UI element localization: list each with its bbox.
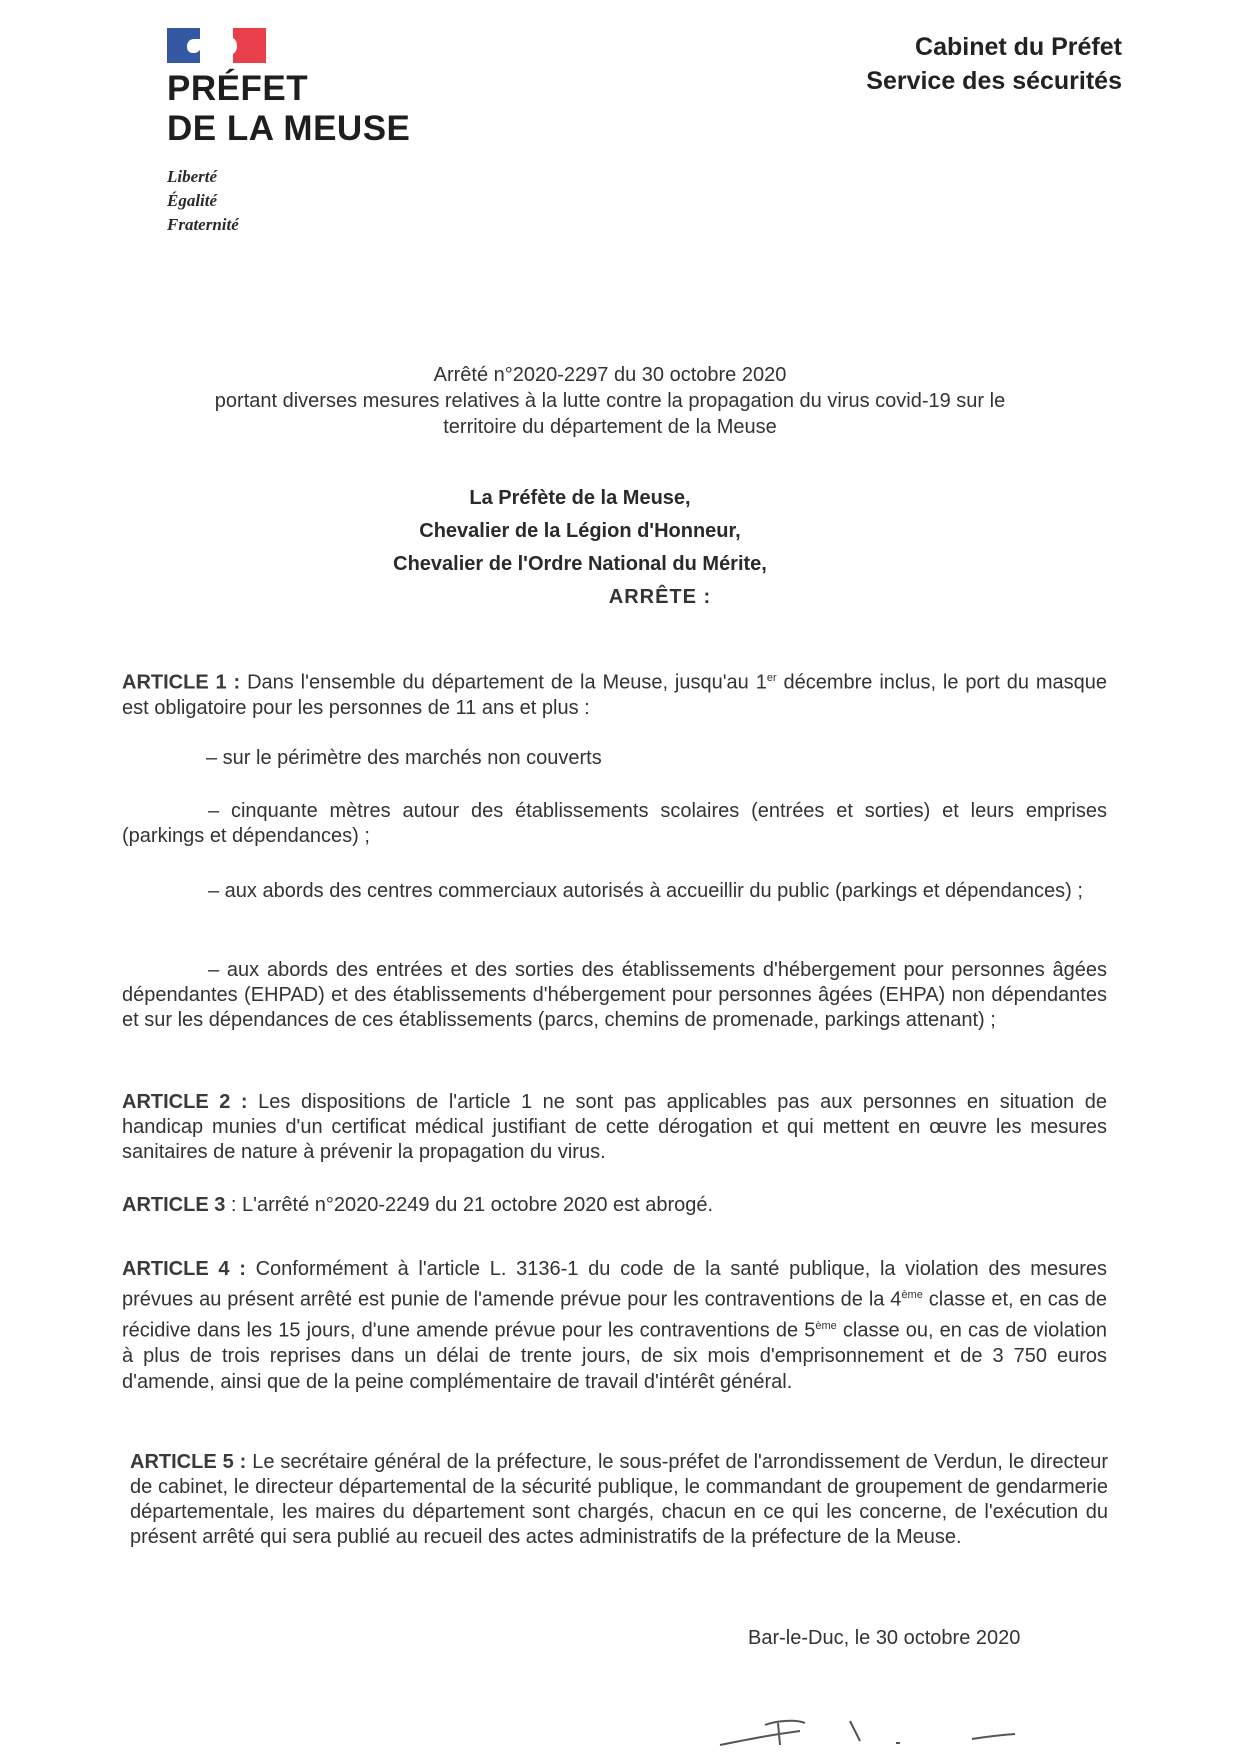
prefecture-name-line1: PRÉFET xyxy=(167,69,309,108)
flag-blue-stripe xyxy=(167,28,200,63)
article-4-label: ARTICLE 4 : xyxy=(122,1258,246,1280)
republic-motto xyxy=(167,165,467,237)
article-1 xyxy=(122,666,1107,721)
prefect-name-line: La Préfète de la Meuse, xyxy=(469,487,691,509)
flag-red-stripe xyxy=(233,28,266,63)
marianne-flag-logo xyxy=(167,28,267,63)
article-3-label: ARTICLE 3 xyxy=(122,1194,226,1216)
article-4 xyxy=(122,1256,1107,1395)
article-4-text-c: classe ou, en cas de violation à plus de trois reprises dans un délai de trente jours, de six mois d'emprisonnement et de 3 750 euros d'amende, ainsi que de la peine complémentaire de travail d'intérêt général. xyxy=(122,1319,1108,1394)
arrete-heading: ARRÊTE : xyxy=(608,586,712,608)
article-4-text-a: Conformément à l'article L. 3136-1 du code de la santé publique, la violation des mesures prévues au présent arrêté est punie de l'amende prévue pour les contraventions de la 4 xyxy=(122,1258,1107,1311)
article-4-sup-1: ème xyxy=(901,1289,923,1301)
decree-title-line3: territoire du département de la Meuse xyxy=(443,416,777,438)
decree-title-line2: portant diverses mesures relatives à la lutte contre la propagation du virus covid-19 sur le xyxy=(214,390,1006,412)
article-2-label: ARTICLE 2 : xyxy=(122,1091,248,1113)
prefect-honour-line2: Chevalier de l'Ordre National du Mérite, xyxy=(393,553,767,575)
decree-title-line1: Arrêté n°2020-2297 du 30 octobre 2020 xyxy=(433,364,787,386)
article-2-text: Les dispositions de l'article 1 ne sont pas applicables pas aux personnes en situation de handicap munies d'un certificat médical justifiant de cette dérogation et qui mettent en œuvre les mesures sanitaires de nature à prévenir la propagation du virus. xyxy=(122,1091,1107,1163)
article-5-label: ARTICLE 5 : xyxy=(130,1451,247,1473)
article-4-sup-2: ème xyxy=(815,1319,837,1332)
article-5-text: Le secrétaire général de la préfecture, le sous-préfet de l'arrondissement de Verdun, le directeur de cabinet, le directeur départemental de la sécurité publique, le commandant de groupement de gendarmerie départementale, les maires du département sont chargés, chacun en ce qui les concerne, de l'exécution du présent arrêté qui sera publié au recueil des actes administratifs de la préfecture de la Meuse. xyxy=(130,1451,1108,1548)
prefect-identity xyxy=(300,482,860,581)
service-line-securites: Service des sécurités xyxy=(866,67,1122,95)
prefecture-name xyxy=(167,69,467,149)
decree-title xyxy=(110,362,1110,440)
article-1-bullet-1: – sur le périmètre des marchés non couverts xyxy=(206,747,602,769)
article-5 xyxy=(130,1450,1108,1550)
service-line-cabinet: Cabinet du Préfet xyxy=(915,33,1122,61)
place-and-date: Bar-le-Duc, le 30 octobre 2020 xyxy=(748,1627,1021,1649)
motto-fraternite: Fraternité xyxy=(167,215,239,234)
article-1-label: ARTICLE 1 : xyxy=(122,671,241,694)
signature-mark xyxy=(710,1715,1030,1752)
article-1-text-b: décembre inclus, le port du masque est obligatoire pour les personnes de 11 ans et plus : xyxy=(122,671,1107,719)
issuing-service xyxy=(866,30,1122,98)
article-1-sup: er xyxy=(766,672,777,684)
article-3-text: : L'arrêté n°2020-2249 du 21 octobre 2020 est abrogé. xyxy=(225,1194,714,1216)
article-1-bullet-4: – aux abords des entrées et des sorties des établissements d'hébergement pour personnes âgées dépendantes (EHPAD) et des établissements d'hébergement pour personnes âgées (EHPA) non dépendantes et sur les dépendances de ces établissements (parcs, chemins de promenade, parkings attenant) ; xyxy=(122,959,1107,1031)
article-1-text-a: Dans l'ensemble du département de la Meuse, jusqu'au 1 xyxy=(240,671,767,694)
article-2 xyxy=(122,1090,1107,1165)
prefecture-name-line2: DE LA MEUSE xyxy=(167,109,411,148)
motto-liberte: Liberté xyxy=(167,167,218,186)
motto-egalite: Égalité xyxy=(167,191,218,210)
article-1-bullet-3: – aux abords des centres commerciaux autorisés à accueillir du public (parkings et dépendances) ; xyxy=(208,880,1083,902)
article-3 xyxy=(122,1193,1107,1218)
prefect-honour-line1: Chevalier de la Légion d'Honneur, xyxy=(419,520,741,542)
article-4-text-b: classe et, en cas de récidive dans les 15 jours, d'une amende prévue pour les contraventions de 5 xyxy=(122,1288,1107,1342)
prefecture-logo-block xyxy=(167,28,467,237)
article-1-bullet-2: – cinquante mètres autour des établissements scolaires (entrées et sorties) et leurs emprises (parkings et dépendances) ; xyxy=(122,800,1107,847)
